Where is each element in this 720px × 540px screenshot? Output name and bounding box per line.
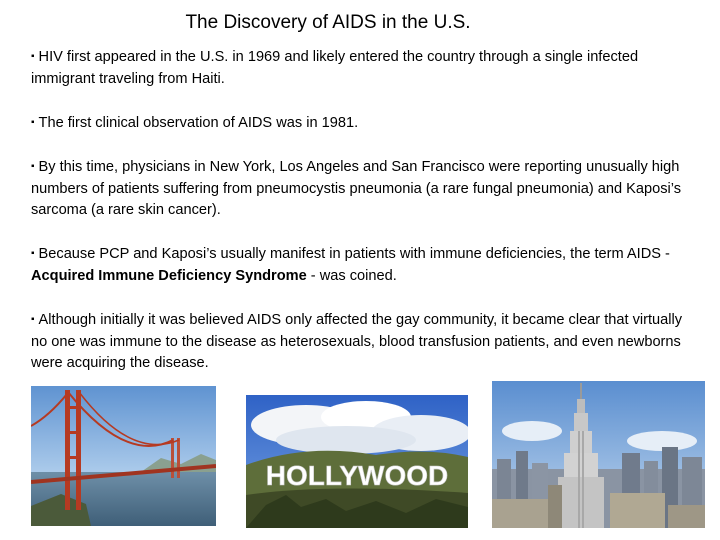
- bullet-item: [31, 243, 696, 287]
- bullet-text-bold: Acquired Immune Deficiency Syndrome: [31, 267, 307, 284]
- bullet-marker-icon: ▪: [31, 51, 35, 62]
- bullet-text: Although initially it was believed AIDS only affected the gay community, it became clear that virtually no one was immune to the disease as heterosexuals, blood transfusion patients, and even newborns were acquiring the disease.: [31, 312, 683, 372]
- golden-gate-bridge-photo: [31, 386, 216, 526]
- bullet-item: [31, 309, 696, 375]
- bullet-item: [31, 112, 696, 135]
- hollywood-sign-photo: [246, 395, 468, 528]
- bullet-text: HIV first appeared in the U.S. in 1969 and likely entered the country through a single infected immigrant traveling from Haiti.: [31, 49, 639, 87]
- bullet-text-after: - was coined.: [306, 267, 397, 284]
- bullet-text: By this time, physicians in New York, Los Angeles and San Francisco were reporting unusually high numbers of patients suffering from pneumocystis pneumonia (a rare fungal pneumonia) and Kaposi’s sarcoma (a rare skin cancer).: [31, 158, 682, 219]
- bullet-marker-icon: ▪: [31, 314, 35, 326]
- bullet-item: [31, 156, 696, 222]
- empire-state-building-photo: [492, 381, 705, 528]
- bullet-marker-icon: ▪: [31, 116, 35, 128]
- slide-title: The Discovery of AIDS in the U.S.: [185, 12, 471, 33]
- bullet-item: [31, 46, 696, 90]
- bullet-text-before: Because PCP and Kaposi’s usually manifest in patients with immune deficiencies, the term AIDS -: [38, 246, 670, 263]
- hollywood-sign-text: HOLLYWOOD: [265, 460, 449, 491]
- bullet-marker-icon: ▪: [31, 160, 35, 172]
- bullet-text: The first clinical observation of AIDS was in 1981.: [38, 114, 359, 131]
- bullet-marker-icon: ▪: [31, 248, 35, 260]
- bullet-list: [31, 46, 696, 375]
